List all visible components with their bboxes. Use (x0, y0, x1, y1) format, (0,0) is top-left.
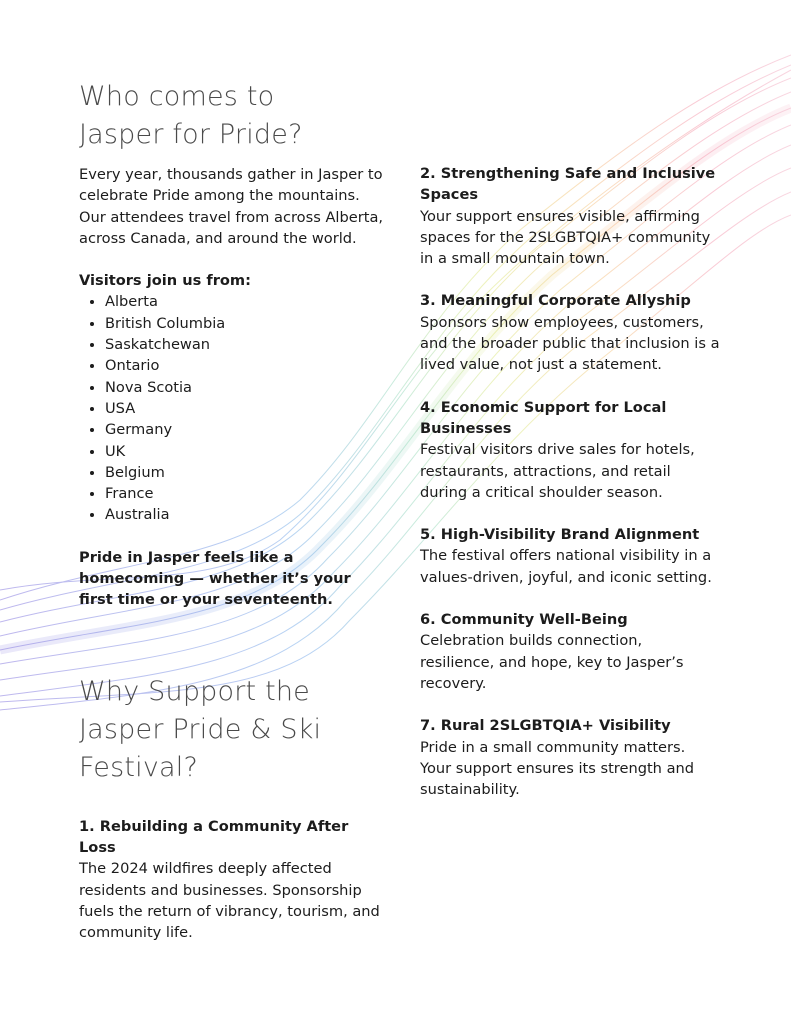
list-item: • Ontario (105, 355, 389, 376)
closing-statement: Pride in Jasper feels like a homecoming — whether it’s your first time or your seventeenth. (79, 548, 351, 609)
reason-text: Celebration builds connection, resilience, and hope, key to Jasper’s recovery. (420, 632, 684, 692)
list-item: • Australia (105, 504, 389, 525)
why-support-heading-line3: Festival? (79, 751, 198, 783)
reason-text: Pride in a small community matters. Your support ensures its strength and sustainability. (420, 738, 695, 799)
reason-2 (420, 163, 720, 269)
list-item: • France (105, 483, 389, 504)
reason-5 (420, 524, 720, 588)
reason-text: The festival offers national visibility in a values-driven, joyful, and iconic setting. (420, 547, 712, 586)
left-column (79, 78, 389, 943)
reason-title: 2. Strengthening Safe and Inclusive Spaces (420, 165, 716, 204)
reason-3 (420, 290, 720, 375)
reason-text: Festival visitors drive sales for hotels, restaurants, attractions, and retail during a critical shoulder season. (420, 441, 695, 501)
list-item: • Belgium (105, 462, 389, 483)
reason-4 (420, 397, 720, 503)
list-item: • USA (105, 398, 389, 419)
list-item: • Nova Scotia (105, 377, 389, 398)
reason-text: Your support ensures visible, affirming spaces for the 2SLGBTQIA+ community in a small mountain town. (420, 207, 711, 268)
right-column (420, 163, 720, 800)
who-comes-heading (79, 78, 389, 154)
reason-7 (420, 715, 720, 800)
reason-text: The 2024 wildfires deeply affected residents and businesses. Sponsorship fuels the return of vibrancy, tourism, and community life. (79, 860, 380, 942)
visitors-list (79, 291, 389, 525)
intro-paragraph: Every year, thousands gather in Jasper to celebrate Pride among the mountains. Our attendees travel from across Alberta, across Canada, and around the world. (79, 166, 384, 247)
reason-6 (420, 609, 720, 694)
who-comes-heading-line1: Who comes to (79, 81, 275, 112)
list-item: • UK (105, 441, 389, 462)
reason-title: 3. Meaningful Corporate Allyship (420, 292, 691, 310)
list-item: • Saskatchewan (105, 334, 389, 355)
reason-title: 6. Community Well-Being (420, 611, 628, 629)
reason-title: 1. Rebuilding a Community After Loss (79, 817, 349, 856)
who-comes-heading-line2: Jasper for Pride? (79, 119, 303, 150)
reason-title: 4. Economic Support for Local Businesses (420, 398, 667, 437)
list-item: • Germany (105, 419, 389, 440)
reason-text: Sponsors show employees, customers, and the broader public that inclusion is a lived value, not just a statement. (420, 313, 720, 374)
reason-1 (79, 816, 389, 944)
why-support-heading-line1: Why Support the (79, 675, 310, 707)
reason-title: 7. Rural 2SLGBTQIA+ Visibility (420, 717, 671, 735)
list-item: • Alberta (105, 291, 389, 312)
visitors-label: Visitors join us from: (79, 272, 251, 290)
reason-title: 5. High-Visibility Brand Alignment (420, 526, 700, 544)
why-support-heading (79, 673, 389, 787)
why-support-heading-line2: Jasper Pride & Ski (79, 713, 322, 745)
list-item: • British Columbia (105, 313, 389, 334)
